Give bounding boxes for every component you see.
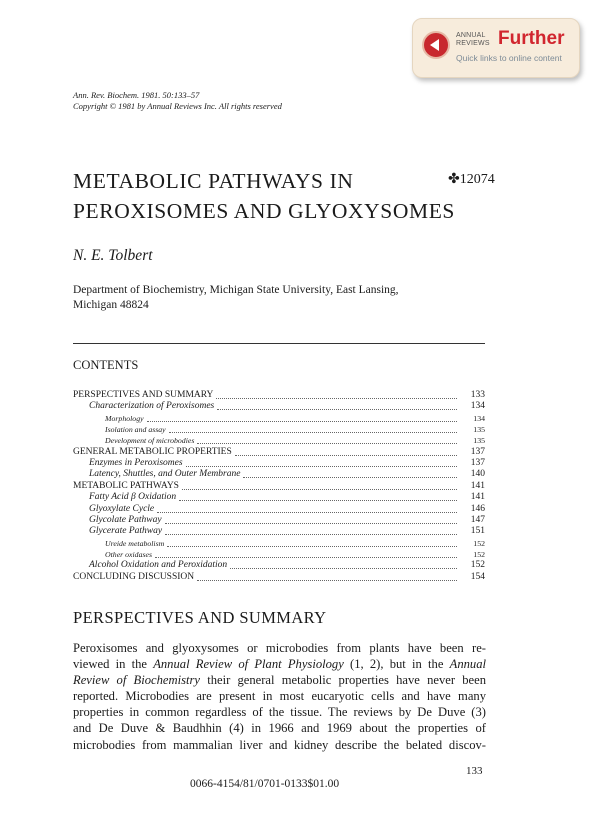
toc-entry[interactable]: [89, 503, 485, 515]
toc-entry[interactable]: [73, 571, 485, 583]
divider-rule: [73, 343, 485, 344]
toc-entry[interactable]: [89, 492, 485, 503]
toc-entry-page: 151: [470, 526, 485, 537]
body-line: reported. Microbodies are present in most eucaryotic cells and have many: [73, 689, 486, 704]
toc-leader-dots: [197, 580, 457, 581]
toc-entry-page: 133: [470, 390, 485, 400]
toc-entry-page: 135: [473, 425, 485, 435]
toc-entry[interactable]: [89, 526, 485, 537]
article-title-line-1: METABOLIC PATHWAYS IN: [73, 169, 354, 193]
toc-leader-dots: [155, 557, 457, 558]
toc-entry[interactable]: [89, 458, 485, 469]
toc-entry[interactable]: [105, 538, 485, 549]
further-wordmark: Further: [498, 28, 565, 49]
toc-entry-page: 152: [473, 549, 485, 559]
toc-entry-page: 137: [470, 446, 485, 457]
toc-leader-dots: [157, 512, 457, 513]
affiliation-line-2: Michigan 48824: [73, 299, 149, 311]
toc-leader-dots: [230, 568, 457, 569]
toc-entry[interactable]: [89, 514, 485, 526]
further-banner[interactable]: [412, 18, 580, 78]
toc-entry-label: Morphology: [105, 413, 144, 423]
toc-entry-page: 154: [470, 571, 485, 582]
toc-leader-dots: [165, 534, 457, 535]
toc-leader-dots: [165, 523, 457, 524]
body-line: and De Duve & Baudhhin (4) in 1966 and 1969 about the properties of: [73, 721, 486, 736]
toc-entry-page: 147: [470, 514, 485, 525]
section-heading: PERSPECTIVES AND SUMMARY: [73, 608, 327, 627]
toc-entry-label: Fatty Acid β Oxidation: [89, 492, 177, 503]
toc-entry-label: Other oxidases: [105, 549, 152, 559]
annual-reviews-logo-icon: [422, 31, 450, 59]
toc-entry-label: Isolation and assay: [105, 425, 166, 435]
toc-entry[interactable]: [73, 480, 485, 492]
toc-entry-page: 152: [473, 538, 485, 548]
toc-leader-dots: [182, 489, 457, 490]
toc-entry-label: Ureide metabolism: [105, 538, 165, 548]
toc-entry-page: 146: [470, 503, 485, 514]
toc-entry-page: 135: [473, 436, 485, 446]
body-line: Review of Biochemistry their general metabolic properties have never been: [73, 673, 487, 688]
publisher-name-line1: ANNUAL: [456, 32, 486, 39]
toc-entry-label: Glyoxylate Cycle: [89, 503, 155, 514]
toc-entry-label: Glycerate Pathway: [89, 526, 163, 537]
publisher-name-line2: REVIEWS: [456, 40, 490, 47]
toc-entry[interactable]: [89, 469, 485, 480]
footer-code: 0066-4154/81/0701-0133$01.00: [190, 778, 340, 790]
toc-leader-dots: [243, 477, 457, 478]
toc-entry-label: PERSPECTIVES AND SUMMARY: [73, 390, 214, 400]
toc-entry[interactable]: [105, 424, 485, 435]
toc-entry[interactable]: [89, 560, 485, 571]
toc-entry-label: METABOLIC PATHWAYS: [73, 480, 179, 491]
journal-citation: Ann. Rev. Biochem. 1981. 50:133–57: [73, 90, 200, 100]
toc-entry[interactable]: [89, 401, 485, 412]
copyright-line: Copyright © 1981 by Annual Reviews Inc. All rights reserved: [73, 101, 282, 111]
toc-entry-page: 134: [473, 413, 485, 423]
toc-entry-page: 134: [470, 401, 485, 412]
article-title-line-2: PEROXISOMES AND GLYOXYSOMES: [73, 199, 455, 223]
toc-entry-label: Glycolate Pathway: [89, 514, 162, 525]
toc-entry[interactable]: [73, 390, 485, 401]
further-tagline: Quick links to online content: [456, 53, 562, 63]
toc-leader-dots: [216, 398, 457, 399]
toc-leader-dots: [235, 455, 457, 456]
toc-leader-dots: [169, 432, 457, 433]
body-paragraph: [73, 640, 486, 753]
toc-leader-dots: [179, 500, 457, 501]
toc-leader-dots: [147, 421, 457, 422]
article-code: ✤12074: [448, 172, 495, 187]
toc-entry-label: GENERAL METABOLIC PROPERTIES: [73, 446, 232, 457]
toc-leader-dots: [217, 409, 457, 410]
body-line: microbodies from mammalian liver and kidney describe the belated discov-: [73, 737, 486, 752]
author-name: N. E. Tolbert: [73, 247, 153, 264]
toc-entry[interactable]: [73, 446, 485, 458]
toc-entry-page: 141: [470, 480, 485, 491]
body-line: properties in common regardless of the tissue. The reviews by De Duve (3): [73, 705, 486, 720]
toc-entry[interactable]: [105, 435, 485, 446]
body-line: Peroxisomes and glyoxysomes or microbodies from plants have been re-: [73, 641, 486, 655]
page-number: 133: [466, 765, 483, 777]
toc-entry-label: Characterization of Peroxisomes: [89, 401, 215, 412]
toc-leader-dots: [186, 466, 457, 467]
toc-entry-label: Enzymes in Peroxisomes: [89, 458, 183, 469]
toc-entry-label: Alcohol Oxidation and Peroxidation: [89, 560, 228, 571]
affiliation-line-1: Department of Biochemistry, Michigan State University, East Lansing,: [73, 284, 399, 296]
toc-entry-label: CONCLUDING DISCUSSION: [73, 571, 195, 582]
toc-leader-dots: [197, 443, 457, 444]
toc-entry-label: Latency, Shuttles, and Outer Membrane: [89, 469, 241, 480]
toc-entry-page: 141: [470, 492, 485, 503]
toc-entry-label: Development of microbodies: [105, 436, 195, 446]
toc-entry[interactable]: [105, 413, 485, 424]
body-line: viewed in the Annual Review of Plant Physiology (1, 2), but in the Annual: [73, 657, 487, 672]
toc-entry-page: 137: [470, 458, 485, 469]
toc-leader-dots: [167, 546, 457, 547]
contents-heading: CONTENTS: [73, 358, 139, 372]
toc-entry[interactable]: [105, 549, 485, 560]
toc-entry-page: 152: [470, 560, 485, 571]
toc-entry-page: 140: [470, 469, 485, 480]
